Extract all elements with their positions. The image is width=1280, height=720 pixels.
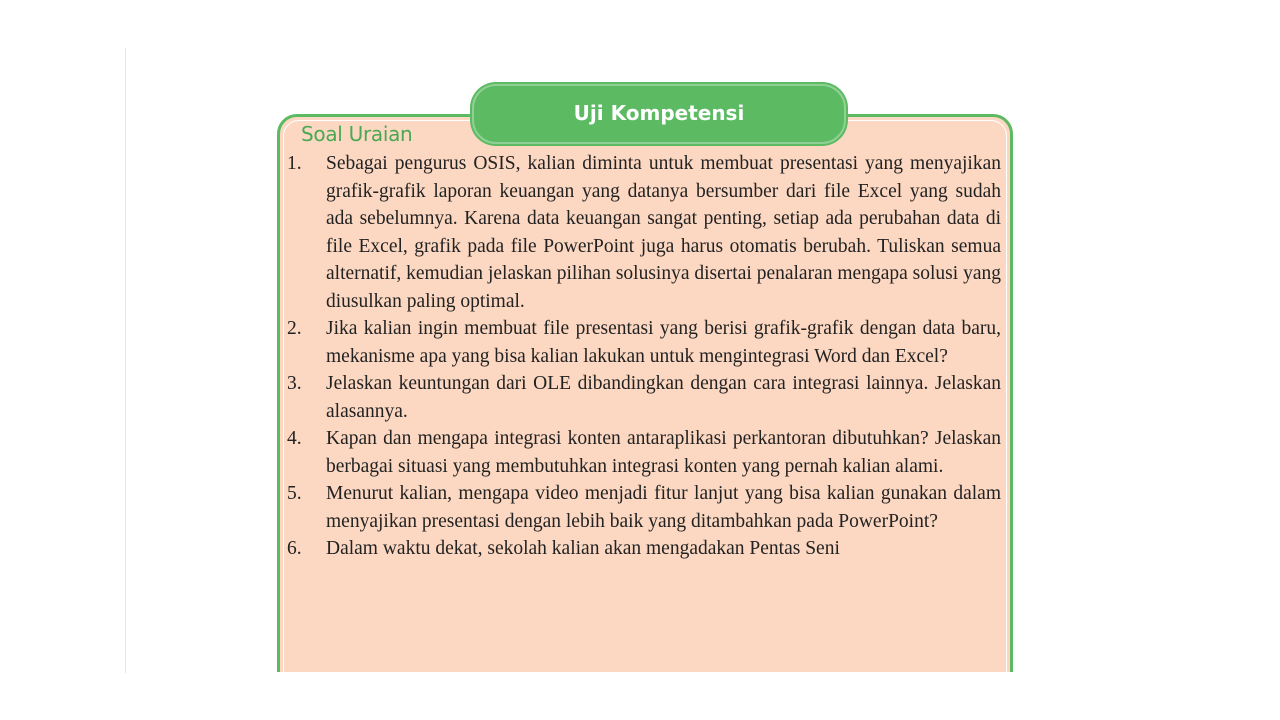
question-item xyxy=(287,425,1001,480)
exercise-title-tab xyxy=(472,84,846,144)
question-number: 6. xyxy=(287,538,302,559)
question-number: 5. xyxy=(287,483,302,504)
question-item xyxy=(287,480,1001,535)
question-text: Menurut kalian, mengapa video menjadi fitur lanjut yang bisa kalian gunakan dalam menyajikan presentasi dengan lebih baik yang ditambahkan pada PowerPoint? xyxy=(326,483,1001,532)
question-number: 3. xyxy=(287,373,302,394)
question-text: Jelaskan keuntungan dari OLE dibandingkan dengan cara integrasi lainnya. Jelaskan alasannya. xyxy=(326,373,1001,422)
question-text: Kapan dan mengapa integrasi konten antaraplikasi perkantoran dibutuhkan? Jelaskan berbagai situasi yang membutuhkan integrasi konten yang pernah kalian alami. xyxy=(326,428,1001,477)
section-title: Soal Uraian xyxy=(301,122,413,146)
question-item xyxy=(287,535,1001,563)
question-number: 4. xyxy=(287,428,302,449)
question-item xyxy=(287,370,1001,425)
exercise-title: Uji Kompetensi xyxy=(573,101,745,125)
question-number: 2. xyxy=(287,318,302,339)
question-text: Jika kalian ingin membuat file presentasi yang berisi grafik-grafik dengan data baru, mekanisme apa yang bisa kalian lakukan untuk mengintegrasi Word dan Excel? xyxy=(326,318,1001,367)
question-text: Dalam waktu dekat, sekolah kalian akan mengadakan Pentas Seni xyxy=(326,538,840,559)
question-number: 1. xyxy=(287,153,302,174)
question-item xyxy=(287,315,1001,370)
question-text: Sebagai pengurus OSIS, kalian diminta untuk membuat presentasi yang menyajikan grafik-grafik laporan keuangan yang datanya bersumber dari file Excel yang sudah ada sebelumnya. Karena data keuangan sangat penting, setiap ada perubahan data di file Excel, grafik pada file PowerPoint juga harus otomatis berubah. Tuliskan semua alternatif, kemudian jelaskan pilihan solusinya disertai penalaran mengapa solusi yang diusulkan paling optimal. xyxy=(326,153,1001,312)
question-item xyxy=(287,150,1001,315)
question-list xyxy=(287,150,1001,563)
